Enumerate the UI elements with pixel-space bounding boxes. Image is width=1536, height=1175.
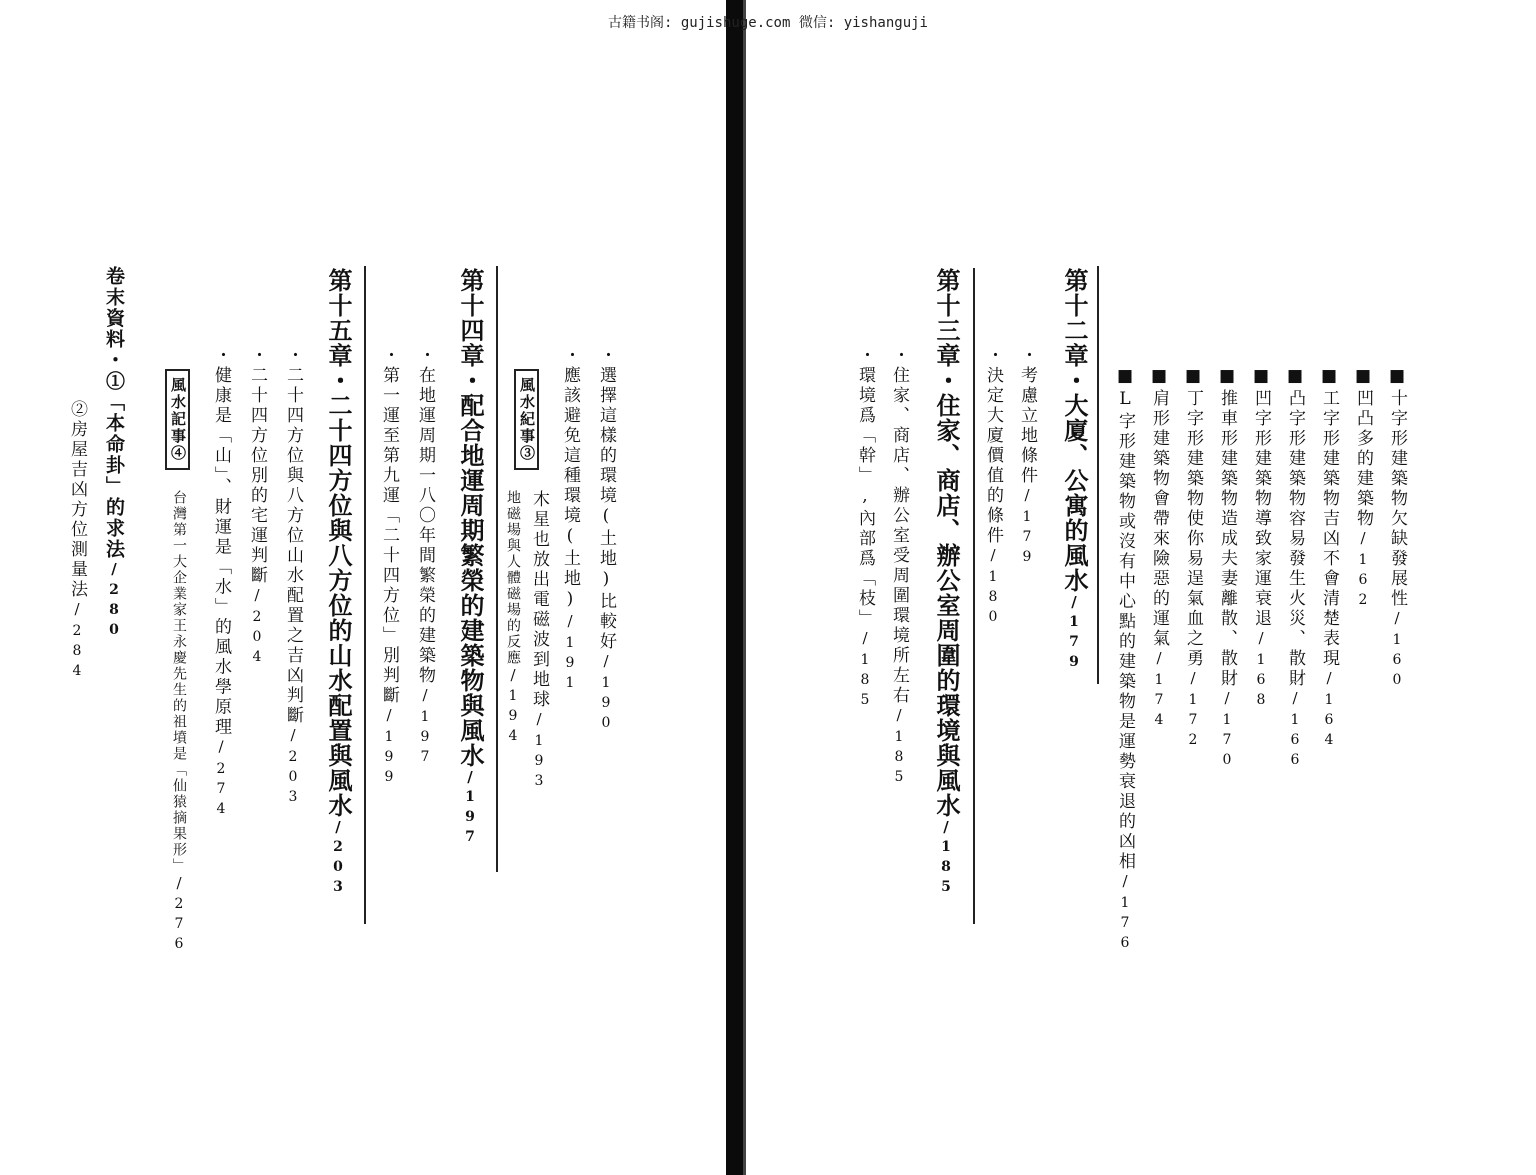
chapter-rule — [973, 268, 975, 924]
toc-entry: ・環境爲「幹」,內部爲「枝」/185 — [855, 346, 875, 712]
toc-entry: ■L字形建築物或沒有中心點的建築物是運勢衰退的凶相/176 — [1115, 366, 1135, 955]
chapter-rule — [1097, 266, 1099, 684]
toc-entry: ・選擇這樣的環境(土地)比較好/190 — [596, 346, 616, 735]
appendix-heading: 卷末資料・①「本命卦」的求法/280 — [103, 266, 125, 642]
chapter-heading: 第十四章・配合地運周期繁榮的建築物與風水/197 — [456, 268, 485, 849]
watermark: 古籍书阁: gujishuge.com 微信: yishanguji — [607, 15, 928, 31]
toc-entry: ・二十四方位與八方位山水配置之吉凶判斷/203 — [283, 346, 303, 809]
toc-entry: ・考慮立地條件/179 — [1017, 346, 1037, 569]
toc-entry: ・在地運周期一八〇年間繁榮的建築物/197 — [415, 346, 435, 769]
gutter-edge — [743, 0, 746, 1175]
chapter-rule — [364, 266, 366, 924]
toc-entry: ・第一運至第九運「二十四方位」別判斷/199 — [379, 346, 399, 789]
toc-entry: ■凹字形建築物導致家運衰退/168 — [1251, 366, 1271, 712]
toc-entry: ■肩形建築物會帶來險惡的運氣/174 — [1149, 366, 1169, 732]
toc-entry: ・二十四方位別的宅運判斷/204 — [247, 346, 267, 669]
toc-entry: ・健康是「山」、財運是「水」的風水學原理/274 — [211, 346, 231, 821]
left-page — [0, 0, 726, 1175]
toc-entry: ■推車形建築物造成夫妻離散、散財/170 — [1217, 366, 1237, 772]
toc-entry: 地磁場與人體磁場的反應/194 — [504, 490, 522, 748]
toc-entry: ■工字形建築物吉凶不會清楚表現/164 — [1319, 366, 1339, 752]
toc-entry: ・應該避免這種環境(土地)/191 — [560, 346, 580, 695]
right-page — [746, 0, 1536, 1175]
feng-shui-note-box: 風水紀事③ — [514, 369, 539, 470]
chapter-heading: 第十五章・二十四方位與八方位的山水配置與風水/203 — [324, 268, 353, 899]
toc-entry: ■丁字形建築物使你易逞氣血之勇/172 — [1183, 366, 1203, 752]
toc-entry: ②房屋吉凶方位測量法/284 — [67, 400, 87, 683]
toc-entry: ■凸字形建築物容易發生火災、散財/166 — [1285, 366, 1305, 772]
toc-entry: 木星也放出電磁波到地球/193 — [529, 490, 549, 793]
feng-shui-note-box: 風水記事④ — [165, 369, 190, 470]
toc-entry: ■十字形建築物欠缺發展性/160 — [1387, 366, 1407, 692]
toc-entry: ・住家、商店、辦公室受周圍環境所左右/185 — [889, 346, 909, 789]
toc-entry: ■凹凸多的建築物/162 — [1353, 366, 1373, 612]
chapter-heading: 第十三章・住家、商店、辦公室周圍的環境與風水/185 — [932, 268, 961, 899]
toc-entry: ・決定大廈價值的條件/180 — [983, 346, 1003, 629]
toc-entry: 台灣第一大企業家王永慶先生的祖墳是「仙猿摘果形」/276 — [170, 490, 188, 956]
chapter-heading: 第十二章・大廈、公寓的風水/179 — [1060, 268, 1089, 674]
chapter-rule — [496, 266, 498, 872]
